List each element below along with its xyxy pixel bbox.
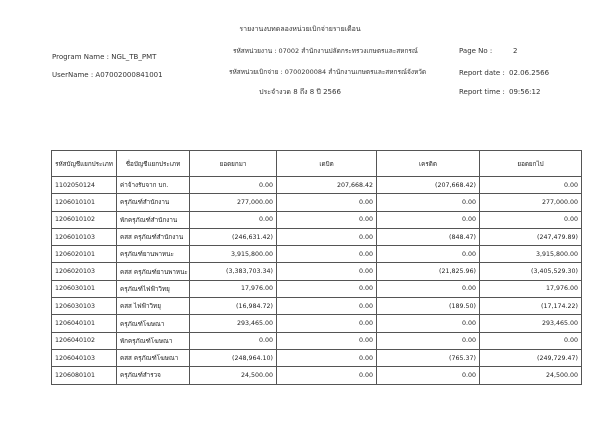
trial-balance-table bbox=[51, 150, 582, 385]
cell-account-name: พักครุภัณฑ์สำนักงาน bbox=[117, 211, 190, 228]
cell-opening-balance: 0.00 bbox=[190, 211, 277, 228]
cell-credit: 0.00 bbox=[377, 315, 480, 332]
table-row bbox=[52, 228, 582, 245]
report-time-label: Report time : bbox=[459, 88, 505, 96]
cell-account-code: 1206030101 bbox=[52, 280, 117, 297]
cell-credit: (189.50) bbox=[377, 298, 480, 315]
col-header-account-name: ชื่อบัญชีแยกประเภท bbox=[117, 151, 190, 177]
cell-closing-balance: 277,000.00 bbox=[480, 194, 582, 211]
cell-account-code: 1206010103 bbox=[52, 228, 117, 245]
cell-closing-balance: 0.00 bbox=[480, 177, 582, 194]
cell-account-name: ครุภัณฑ์ยานพาหนะ bbox=[117, 246, 190, 263]
cell-opening-balance: (16,984.72) bbox=[190, 298, 277, 315]
cell-account-name: ครุภัณฑ์ไฟฟ้าวิทยุ bbox=[117, 280, 190, 297]
table-row bbox=[52, 332, 582, 349]
cell-opening-balance: 0.00 bbox=[190, 332, 277, 349]
cell-debit: 0.00 bbox=[277, 349, 377, 366]
cell-credit: 0.00 bbox=[377, 332, 480, 349]
cell-account-name: คสส ครุภัณฑ์สำนักงาน bbox=[117, 228, 190, 245]
col-header-closing-balance: ยอดยกไป bbox=[480, 151, 582, 177]
cell-opening-balance: 17,976.00 bbox=[190, 280, 277, 297]
table-row bbox=[52, 315, 582, 332]
cell-credit: 0.00 bbox=[377, 280, 480, 297]
cell-opening-balance: (3,383,703.34) bbox=[190, 263, 277, 280]
cell-opening-balance: (246,631.42) bbox=[190, 228, 277, 245]
cell-account-code: 1206030103 bbox=[52, 298, 117, 315]
cell-account-name: ครุภัณฑ์สำรวจ bbox=[117, 367, 190, 384]
cell-credit: 0.00 bbox=[377, 246, 480, 263]
cell-credit: (848.47) bbox=[377, 228, 480, 245]
col-header-credit: เครดิต bbox=[377, 151, 480, 177]
disbursing-unit: รหัสหน่วยเบิกจ่าย : 0700200084 สำนักงานเกษตรและสหกรณ์จังหวัด bbox=[229, 68, 427, 76]
cell-account-code: 1102050124 bbox=[52, 177, 117, 194]
cell-account-code: 1206010102 bbox=[52, 211, 117, 228]
cell-account-name: ครุภัณฑ์โฆษณา bbox=[117, 315, 190, 332]
col-header-account-code: รหัสบัญชีแยกประเภท bbox=[52, 151, 117, 177]
cell-closing-balance: 293,465.00 bbox=[480, 315, 582, 332]
cell-closing-balance: (17,174.22) bbox=[480, 298, 582, 315]
report-period: ประจำงวด 8 ถึง 8 ปี 2566 bbox=[259, 88, 341, 96]
cell-debit: 0.00 bbox=[277, 194, 377, 211]
col-header-opening-balance: ยอดยกมา bbox=[190, 151, 277, 177]
cell-debit: 207,668.42 bbox=[277, 177, 377, 194]
table-body bbox=[52, 177, 582, 385]
cell-account-name: ครุภัณฑ์สำนักงาน bbox=[117, 194, 190, 211]
col-header-debit: เดบิต bbox=[277, 151, 377, 177]
cell-debit: 0.00 bbox=[277, 367, 377, 384]
cell-account-code: 1206040101 bbox=[52, 315, 117, 332]
cell-opening-balance: 277,000.00 bbox=[190, 194, 277, 211]
cell-closing-balance: (3,405,529.30) bbox=[480, 263, 582, 280]
table-row bbox=[52, 367, 582, 384]
cell-debit: 0.00 bbox=[277, 246, 377, 263]
cell-debit: 0.00 bbox=[277, 211, 377, 228]
cell-debit: 0.00 bbox=[277, 315, 377, 332]
report-time-value: 09:56:12 bbox=[509, 88, 541, 96]
cell-closing-balance: 0.00 bbox=[480, 211, 582, 228]
cell-closing-balance: (249,729.47) bbox=[480, 349, 582, 366]
cell-account-name: คสส ครุภัณฑ์โฆษณา bbox=[117, 349, 190, 366]
cell-closing-balance: 17,976.00 bbox=[480, 280, 582, 297]
table-row bbox=[52, 280, 582, 297]
cell-closing-balance: (247,479.89) bbox=[480, 228, 582, 245]
cell-credit: 0.00 bbox=[377, 194, 480, 211]
agency-code: รหัสหน่วยงาน : 07002 สำนักงานปลัดกระทรวงเกษตรและสหกรณ์ bbox=[233, 47, 418, 55]
table-row bbox=[52, 194, 582, 211]
report-date-label: Report date : bbox=[459, 69, 505, 77]
table-row bbox=[52, 263, 582, 280]
table-row bbox=[52, 246, 582, 263]
table-row bbox=[52, 177, 582, 194]
cell-account-code: 1206010101 bbox=[52, 194, 117, 211]
cell-account-name: ค่าจ้างรับจาก บก. bbox=[117, 177, 190, 194]
cell-account-name: พักครุภัณฑ์โฆษณา bbox=[117, 332, 190, 349]
program-name: Program Name : NGL_TB_PMT bbox=[52, 53, 157, 61]
cell-debit: 0.00 bbox=[277, 228, 377, 245]
cell-opening-balance: 3,915,800.00 bbox=[190, 246, 277, 263]
cell-account-name: คสส ครุภัณฑ์ยานพาหนะ bbox=[117, 263, 190, 280]
table-header-row bbox=[52, 151, 582, 177]
cell-debit: 0.00 bbox=[277, 263, 377, 280]
cell-account-code: 1206040103 bbox=[52, 349, 117, 366]
cell-account-code: 1206080101 bbox=[52, 367, 117, 384]
cell-opening-balance: (248,964.10) bbox=[190, 349, 277, 366]
cell-opening-balance: 24,500.00 bbox=[190, 367, 277, 384]
cell-closing-balance: 3,915,800.00 bbox=[480, 246, 582, 263]
page-no-label: Page No : bbox=[459, 47, 493, 55]
table-row bbox=[52, 298, 582, 315]
cell-opening-balance: 0.00 bbox=[190, 177, 277, 194]
report-title: รายงานงบทดลองหน่วยเบิกจ่ายรายเดือน bbox=[239, 25, 361, 33]
cell-closing-balance: 24,500.00 bbox=[480, 367, 582, 384]
cell-credit: (21,825.96) bbox=[377, 263, 480, 280]
cell-account-code: 1206040102 bbox=[52, 332, 117, 349]
cell-credit: (207,668.42) bbox=[377, 177, 480, 194]
page-no-value: 2 bbox=[513, 47, 518, 55]
cell-credit: (765.37) bbox=[377, 349, 480, 366]
cell-debit: 0.00 bbox=[277, 280, 377, 297]
cell-opening-balance: 293,465.00 bbox=[190, 315, 277, 332]
table-row bbox=[52, 349, 582, 366]
table-row bbox=[52, 211, 582, 228]
report-date-value: 02.06.2566 bbox=[509, 69, 550, 77]
cell-account-name: คสส ไฟฟ้าวิทยุ bbox=[117, 298, 190, 315]
cell-account-code: 1206020101 bbox=[52, 246, 117, 263]
cell-debit: 0.00 bbox=[277, 298, 377, 315]
cell-credit: 0.00 bbox=[377, 367, 480, 384]
cell-credit: 0.00 bbox=[377, 211, 480, 228]
user-name: UserName : A07002000841001 bbox=[52, 71, 163, 79]
cell-account-code: 1206020103 bbox=[52, 263, 117, 280]
cell-closing-balance: 0.00 bbox=[480, 332, 582, 349]
cell-debit: 0.00 bbox=[277, 332, 377, 349]
